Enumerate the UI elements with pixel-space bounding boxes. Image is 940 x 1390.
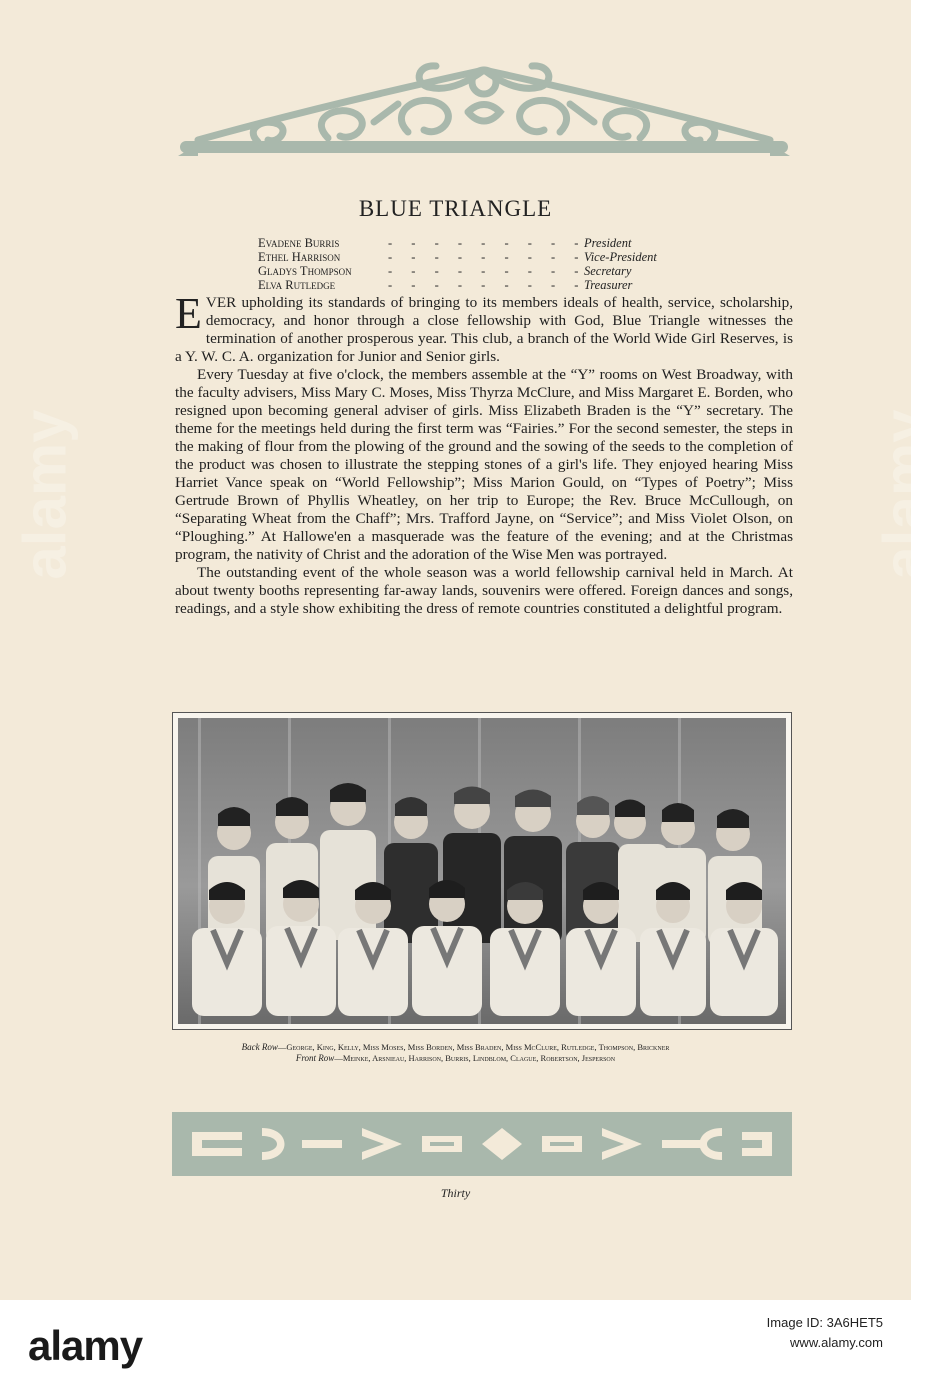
officer-name: Gladys Thompson [258,264,352,278]
image-info [767,1313,883,1353]
photo-caption-back-row [0,1042,911,1052]
officers-list [258,236,698,292]
watermark: alamy [871,409,939,580]
officer-name: Elva Rutledge [258,278,336,292]
caption-names: —George, King, Kelly, Miss Moses, Miss Borden, Miss Braden, Miss McClure, Rutledge, Thompson, Brickner [277,1042,670,1052]
image-id: Image ID: 3A6HET5 [766,1315,883,1330]
drop-cap: E [175,289,202,338]
site-url: www.alamy.com [790,1335,883,1350]
officer-row [258,236,698,250]
watermark: alamy [11,409,79,580]
officer-name: Evadene Burris [258,236,340,250]
officer-row [258,250,698,264]
paragraph [175,289,793,366]
alamy-logo: alamy [28,1322,143,1369]
bottom-ornament [172,1112,792,1176]
officer-row [258,278,698,292]
top-ornament [178,52,790,160]
paragraph: The outstanding event of the whole season was a world fellowship carnival held in March. At about twenty booths representing far-away lands, souvenirs were offered. Foreign dances and songs, readings, and a style show exhibiting the dress of remote countries constituted a delightful program. [175,564,793,617]
officer-role: Secretary [584,264,632,278]
officer-row [258,264,698,278]
leader-dots: - - - - - - - - - [388,236,587,250]
group-photo [178,718,786,1024]
article-body [175,289,793,618]
page-number: Thirty [440,1186,471,1200]
leader-dots: - - - - - - - - - [388,250,587,264]
photo-frame [172,712,792,1030]
paragraph-text: VER upholding its standards of bringing to its members ideals of health, service, scholarship, democracy, and honor through a close fellowship with God, Blue Triangle witnesses the termination of another prosperous year. This club, a branch of the World Wide Girl Reserves, is a Y. W. C. A. organization for Junior and Senior girls. [175,294,793,365]
officer-role: President [584,236,632,250]
caption-names: —Meinke, Arsnieau, Harrison, Burris, Lindblom, Clague, Robertson, Jesperson [334,1053,616,1063]
page-title: BLUE TRIANGLE [358,196,553,221]
leader-dots: - - - - - - - - - [388,278,587,292]
caption-label: Back Row [241,1042,278,1052]
officer-name: Ethel Harrison [258,250,341,264]
officer-role: Vice-President [584,250,657,264]
photo-caption-front-row [0,1053,911,1063]
paragraph: Every Tuesday at five o'clock, the members assemble at the “Y” rooms on West Broadway, with the faculty advisers, Miss Mary C. Moses, Miss Thyrza McClure, and Miss Margaret E. Borden, who resigned upon becoming general adviser of girls. Miss Elizabeth Braden is the “Y” secretary. The theme for the meetings held during the first term was “Fairies.” For the second semester, the steps in the making of flour from the plowing of the ground and the sowing of the seeds to the completion of the product was chosen to illustrate the stepping stones of a girl's life. They enjoyed hearing Miss Harriet Vance speak on “World Fellowship”; Miss Marion Gould, on “Types of Poetry”; Miss Gertrude Brown of Phyllis Wheatley, on her trip to Europe; the Rev. Bruce McCullough, on “Separating Wheat from the Chaff”; Mrs. Trafford Jayne, on “Service”; and Miss Violet Olson, on “Ploughing.” At Hallowe'en a masquerade was the feature of the evening; and at the Christmas program, the nativity of Christ and the adoration of the Wise Men was portrayed. [175,366,793,563]
caption-label: Front Row [295,1053,335,1063]
leader-dots: - - - - - - - - - [388,264,587,278]
stock-footer [0,1300,911,1390]
officer-role: Treasurer [584,278,633,292]
